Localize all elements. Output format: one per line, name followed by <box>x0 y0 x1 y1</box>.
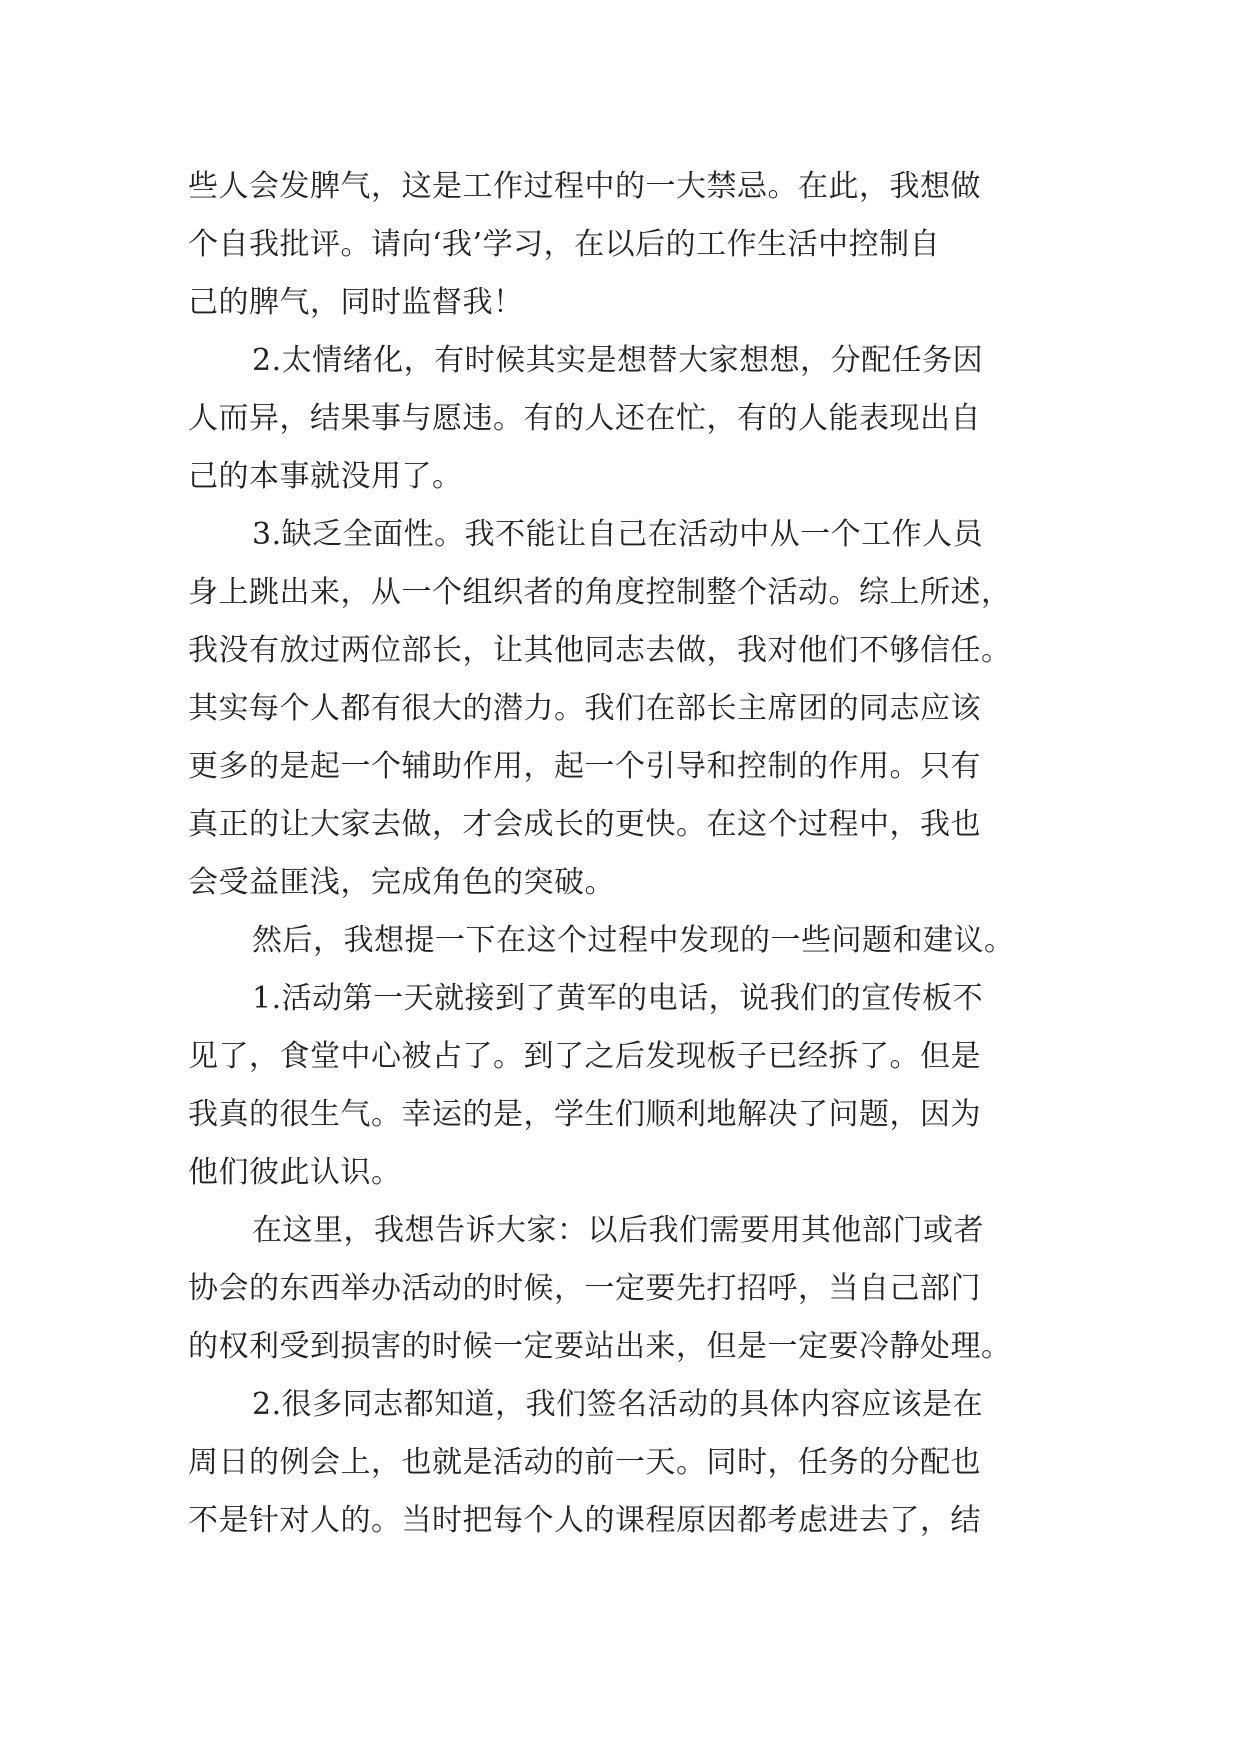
document-body <box>188 158 1056 1550</box>
text-line: 更多的是起一个辅助作用，起一个引导和控制的作用。只有 <box>188 749 981 784</box>
text-line: 1.活动第一天就接到了黄军的电话，说我们的宣传板不 <box>252 981 984 1016</box>
text-line: 身上跳出来，从一个组织者的角度控制整个活动。综上所述， <box>188 575 1012 610</box>
text-line: 在这里，我想告诉大家：以后我们需要用其他部门或者 <box>252 1213 984 1248</box>
text-line: 不是针对人的。当时把每个人的课程原因都考虑进去了，结 <box>188 1503 981 1538</box>
text-line: 见了，食堂中心被占了。到了之后发现板子已经拆了。但是 <box>188 1039 981 1074</box>
text-line: 人而异，结果事与愿违。有的人还在忙，有的人能表现出自 <box>188 401 981 436</box>
text-line: 他们彼此认识。 <box>188 1155 402 1190</box>
text-line: 己的本事就没用了。 <box>188 459 463 494</box>
text-line: 己的脾气，同时监督我！ <box>188 285 524 320</box>
text-line: 我没有放过两位部长，让其他同志去做，我对他们不够信任。 <box>188 633 1012 668</box>
text-line: 的权利受到损害的时候一定要站出来，但是一定要冷静处理。 <box>188 1329 1012 1364</box>
text-line: 些人会发脾气，这是工作过程中的一大禁忌。在此，我想做 <box>188 169 981 204</box>
text-line: 个自我批评。请向‘我’学习，在以后的工作生活中控制自 <box>188 227 941 262</box>
text-line: 其实每个人都有很大的潜力。我们在部长主席团的同志应该 <box>188 691 981 726</box>
text-line: 3.缺乏全面性。我不能让自己在活动中从一个工作人员 <box>252 517 984 552</box>
text-line: 我真的很生气。幸运的是，学生们顺利地解决了问题，因为 <box>188 1097 981 1132</box>
text-line: 周日的例会上，也就是活动的前一天。同时，任务的分配也 <box>188 1445 981 1480</box>
text-line: 2.太情绪化，有时候其实是想替大家想想，分配任务因 <box>252 343 984 378</box>
text-line: 协会的东西举办活动的时候，一定要先打招呼，当自己部门 <box>188 1271 981 1306</box>
text-line: 会受益匪浅，完成角色的突破。 <box>188 865 615 900</box>
text-line: 真正的让大家去做，才会成长的更快。在这个过程中，我也 <box>188 807 981 842</box>
text-line: 2.很多同志都知道，我们签名活动的具体内容应该是在 <box>252 1387 984 1422</box>
text-line: 然后，我想提一下在这个过程中发现的一些问题和建议。 <box>252 923 1015 958</box>
